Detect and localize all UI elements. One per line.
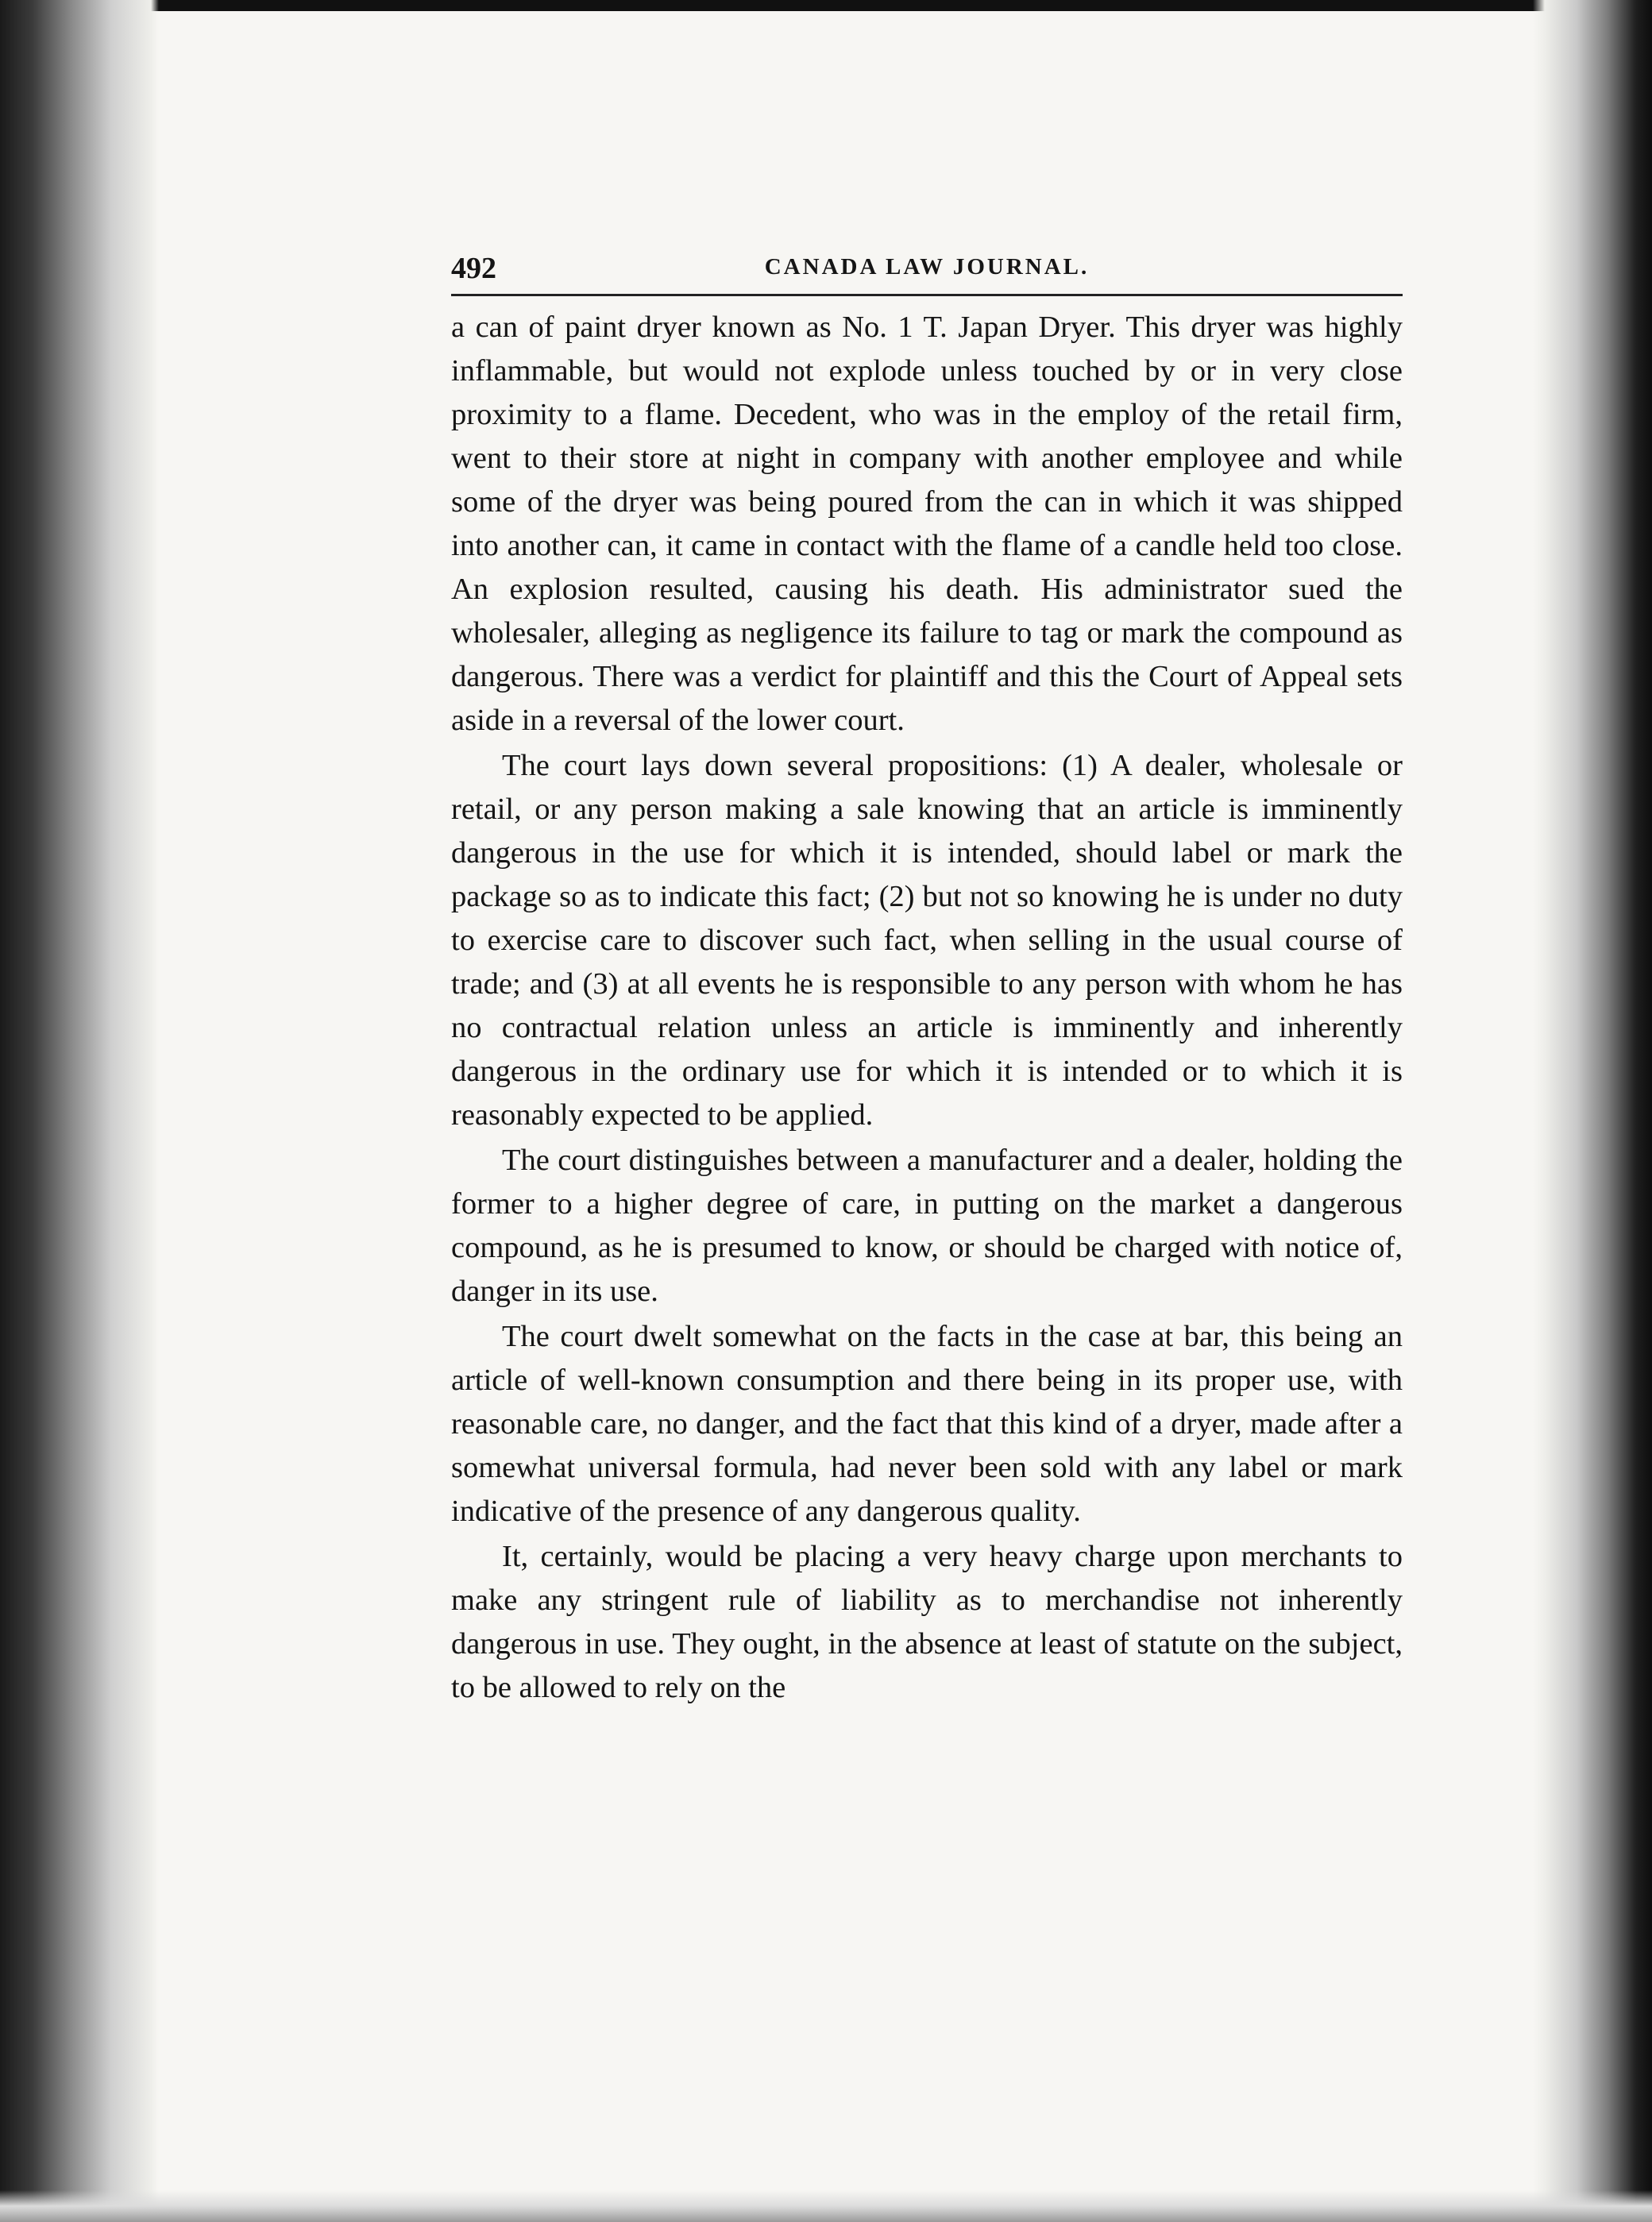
paragraph-facts: The court dwelt somewhat on the facts in the case at bar, this being an article of well-known consumption and there being in its proper use, with reasonable care, no danger, and the fact that this kind of a dryer, made after a somewhat universal formula, had never been sold with any label or mark indicative of the presence of any dangerous quality. xyxy=(451,1320,1403,1528)
paragraph-propositions: The court lays down several propositions: (1) A dealer, wholesale or retail, or any person making a sale knowing that an article is imminently dangerous in the use for which it is intended, should label or mark the package so as to indicate this fact; (2) but not so knowing he is under no duty to exercise care to discover such fact, when selling in the usual course of trade; and (3) at all events he is responsible to any person with whom he has no contractual relation unless an article is imminently and inherently dangerous in the ordinary use for which it is intended or to which it is reasonably expected to be applied. xyxy=(451,749,1403,1132)
page-header xyxy=(451,238,1403,296)
scan-border-top xyxy=(0,0,1652,11)
paragraph-continuation: a can of paint dryer known as No. 1 T. Japan Dryer. This dryer was highly inflammable, but would not explode unless touched by or in very close proximity to a flame. Decedent, who was in the employ of the retail firm, went to their store at night in company with another employee and while some of the dryer was being poured from the can in which it was shipped into another can, it came in contact with the flame of a candle held too close. An explosion resulted, causing his death. His administrator sued the wholesaler, alleging as negligence its failure to tag or mark the compound as dangerous. There was a verdict for plaintiff and this the Court of Appeal sets aside in a reversal of the lower court. xyxy=(451,311,1403,737)
paragraph-manufacturer-dealer: The court distinguishes between a manufacturer and a dealer, holding the former to a higher degree of care, in putting on the market a dangerous compound, as he is presumed to know, or should be charged with notice of, danger in its use. xyxy=(451,1144,1403,1308)
page-number: 492 xyxy=(451,252,496,285)
page-body xyxy=(451,306,1403,1710)
scan-border-right xyxy=(1533,0,1652,2222)
running-title: CANADA LAW JOURNAL. xyxy=(764,254,1090,280)
scan-border-bottom xyxy=(0,2190,1652,2222)
scan-binding-shadow-left xyxy=(0,0,159,2222)
journal-page xyxy=(451,238,1403,1710)
paragraph-merchants: It, certainly, would be placing a very heavy charge upon merchants to make any stringent rule of liability as to merchandise not inherently dangerous in use. They ought, in the absence at least of statute on the subject, to be allowed to rely on the xyxy=(451,1540,1403,1704)
